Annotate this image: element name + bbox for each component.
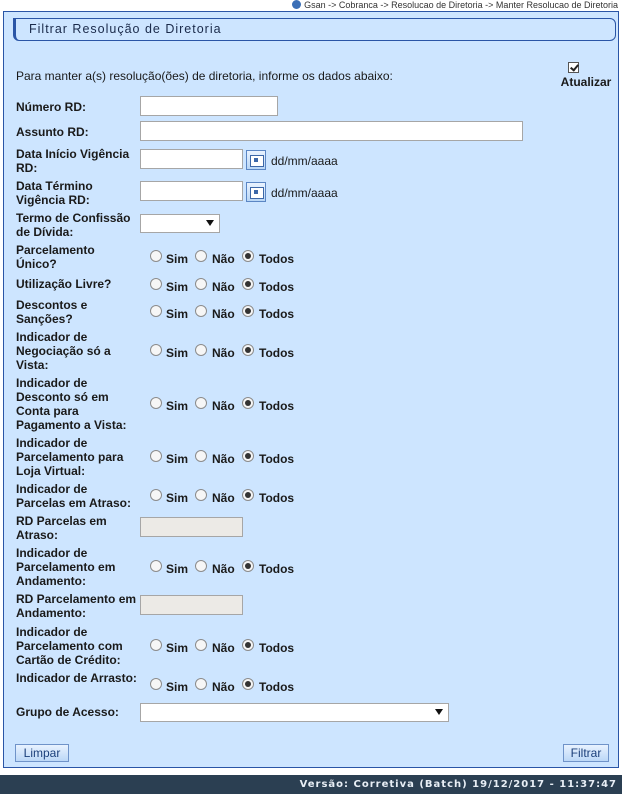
radio-nao[interactable] [195, 397, 207, 409]
radio-nao[interactable] [195, 278, 207, 290]
radio-label: Todos [259, 680, 295, 694]
rd-parcelamento-andamento-label: RD Parcelamento em Andamento: [16, 592, 137, 620]
radio-sim[interactable] [150, 305, 162, 317]
version-footer: Versão: Corretiva (Batch) 19/12/2017 - 11:37:47 [0, 775, 622, 794]
radio-todos[interactable] [242, 397, 254, 409]
radio-label: Sim [166, 346, 189, 360]
data-termino-hint: dd/mm/aaaa [271, 186, 338, 200]
radio-sim[interactable] [150, 639, 162, 651]
radio-sim[interactable] [150, 489, 162, 501]
radio-todos[interactable] [242, 639, 254, 651]
loja-virtual-label: Indicador de Parcelamento para Loja Virtual: [16, 436, 124, 478]
radio-label: Todos [259, 452, 295, 466]
desconto-conta-label: Indicador de Desconto só em Conta para Pagamento a Vista: [16, 376, 127, 432]
globe-icon [292, 0, 301, 9]
radio-todos[interactable] [242, 344, 254, 356]
utilizacao-livre-label: Utilização Livre? [16, 277, 112, 291]
radio-label: Sim [166, 680, 189, 694]
limpar-button[interactable]: Limpar [15, 744, 69, 762]
arrasto-label: Indicador de Arrasto: [16, 671, 137, 685]
radio-nao[interactable] [195, 344, 207, 356]
numero-rd-label: Número RD: [16, 100, 87, 114]
radio-label: Todos [259, 491, 295, 505]
radio-nao[interactable] [195, 250, 207, 262]
radio-todos[interactable] [242, 250, 254, 262]
radio-todos[interactable] [242, 278, 254, 290]
radio-label: Não [212, 307, 235, 321]
cartao-credito-label: Indicador de Parcelamento com Cartão de Crédito: [16, 625, 123, 667]
radio-label: Sim [166, 562, 189, 576]
radio-label: Todos [259, 641, 295, 655]
atualizar-label: Atualizar [560, 75, 612, 89]
radio-label: Não [212, 452, 235, 466]
data-inicio-hint: dd/mm/aaaa [271, 154, 338, 168]
calendar-icon[interactable] [246, 182, 266, 202]
chevron-down-icon [206, 220, 214, 226]
radio-label: Todos [259, 280, 295, 294]
radio-label: Não [212, 680, 235, 694]
radio-label: Todos [259, 307, 295, 321]
radio-sim[interactable] [150, 678, 162, 690]
parcelamento-unico-label: Parcelamento Único? [16, 243, 95, 271]
breadcrumb [0, 0, 622, 10]
intro-text: Para manter a(s) resolução(ões) de diretoria, informe os dados abaixo: [16, 69, 393, 83]
radio-todos[interactable] [242, 489, 254, 501]
atualizar-checkbox[interactable] [568, 62, 579, 73]
radio-label: Não [212, 252, 235, 266]
termo-confissao-select[interactable] [140, 214, 220, 233]
data-inicio-label: Data Início Vigência RD: [16, 147, 130, 175]
parcelamento-andamento-label: Indicador de Parcelamento em Andamento: [16, 546, 116, 588]
radio-nao[interactable] [195, 489, 207, 501]
rd-parcelamento-andamento-input [140, 595, 243, 615]
rd-parcelas-atraso-label: RD Parcelas em Atraso: [16, 514, 107, 542]
calendar-icon[interactable] [246, 150, 266, 170]
radio-label: Sim [166, 641, 189, 655]
termo-confissao-label: Termo de Confissão de Dívida: [16, 211, 131, 239]
radio-label: Sim [166, 491, 189, 505]
grupo-acesso-select[interactable] [140, 703, 449, 722]
radio-label: Sim [166, 307, 189, 321]
radio-label: Todos [259, 346, 295, 360]
radio-sim[interactable] [150, 560, 162, 572]
radio-label: Sim [166, 280, 189, 294]
radio-todos[interactable] [242, 305, 254, 317]
radio-nao[interactable] [195, 678, 207, 690]
radio-label: Todos [259, 252, 295, 266]
radio-sim[interactable] [150, 250, 162, 262]
chevron-down-icon [435, 709, 443, 715]
radio-sim[interactable] [150, 344, 162, 356]
data-inicio-input[interactable] [140, 149, 243, 169]
data-termino-label: Data Término Vigência RD: [16, 179, 93, 207]
radio-label: Todos [259, 562, 295, 576]
radio-nao[interactable] [195, 560, 207, 572]
radio-sim[interactable] [150, 278, 162, 290]
radio-label: Não [212, 641, 235, 655]
atualizar-option[interactable] [558, 62, 614, 89]
grupo-acesso-label: Grupo de Acesso: [16, 705, 119, 719]
data-termino-input[interactable] [140, 181, 243, 201]
radio-label: Não [212, 280, 235, 294]
radio-label: Todos [259, 399, 295, 413]
radio-todos[interactable] [242, 678, 254, 690]
radio-label: Sim [166, 399, 189, 413]
radio-label: Sim [166, 452, 189, 466]
radio-label: Não [212, 346, 235, 360]
radio-label: Não [212, 562, 235, 576]
radio-label: Sim [166, 252, 189, 266]
radio-label: Não [212, 491, 235, 505]
descontos-sancoes-label: Descontos e Sanções? [16, 298, 88, 326]
radio-todos[interactable] [242, 450, 254, 462]
radio-nao[interactable] [195, 305, 207, 317]
filter-panel [3, 11, 619, 768]
filtrar-button[interactable]: Filtrar [563, 744, 609, 762]
radio-sim[interactable] [150, 450, 162, 462]
radio-nao[interactable] [195, 639, 207, 651]
numero-rd-input[interactable] [140, 96, 278, 116]
radio-todos[interactable] [242, 560, 254, 572]
radio-sim[interactable] [150, 397, 162, 409]
assunto-rd-label: Assunto RD: [16, 125, 89, 139]
breadcrumb-text: Gsan -> Cobranca -> Resolucao de Diretoria -> Manter Resolucao de Diretoria [304, 0, 618, 10]
page-title: Filtrar Resolução de Diretoria [13, 18, 616, 41]
assunto-rd-input[interactable] [140, 121, 523, 141]
negociacao-vista-label: Indicador de Negociação só a Vista: [16, 330, 111, 372]
radio-label: Não [212, 399, 235, 413]
parcelas-atraso-label: Indicador de Parcelas em Atraso: [16, 482, 131, 510]
radio-nao[interactable] [195, 450, 207, 462]
rd-parcelas-atraso-input [140, 517, 243, 537]
